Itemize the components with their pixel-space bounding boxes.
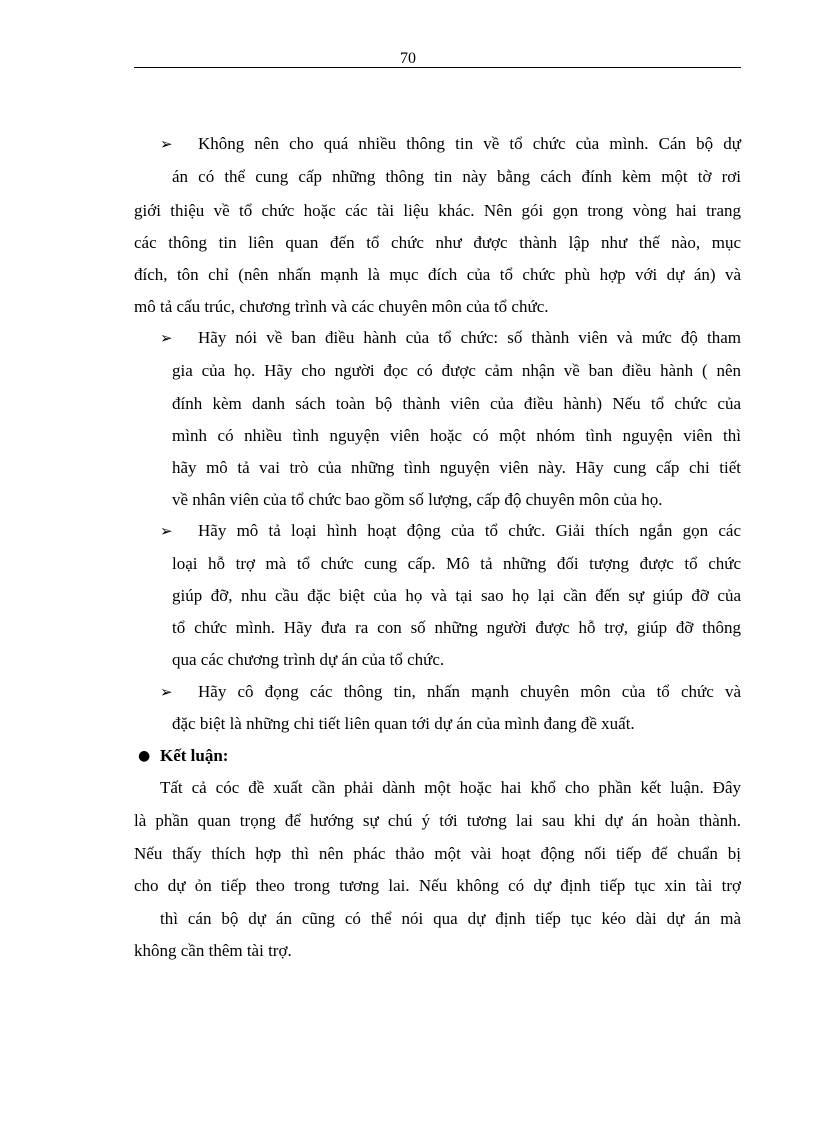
text-line: mình có nhiều tình nguyện viên hoặc có một nhóm tình nguyện viên thì xyxy=(172,426,741,445)
arrow-bullet-icon: ➢ xyxy=(160,522,173,540)
text-line: Nếu thấy thích hợp thì nên phác thảo một vài hoạt động nối tiếp để chuẩn bị xyxy=(134,844,741,863)
page-number: 70 xyxy=(400,50,416,67)
text-line: mô tả cấu trúc, chương trình và các chuyên môn của tổ chức. xyxy=(134,297,549,316)
text-line: về nhân viên của tổ chức bao gồm số lượng, cấp độ chuyên môn của họ. xyxy=(172,490,663,509)
text-line: đính kèm danh sách toàn bộ thành viên của điều hành) Nếu tổ chức của xyxy=(172,394,741,413)
text-line: giới thiệu về tổ chức hoặc các tài liệu khác. Nên gói gọn trong vòng hai trang xyxy=(134,201,741,220)
text-line: đặc biệt là những chi tiết liên quan tới dự án của mình đang đề xuất. xyxy=(172,714,635,733)
bullet-icon: ● xyxy=(138,748,151,764)
text-line: án có thể cung cấp những thông tin này bằng cách đính kèm một tờ rơi xyxy=(172,167,741,186)
text-line: là phần quan trọng để hướng sự chú ý tới tương lai sau khi dự án hoàn thành. xyxy=(134,811,741,830)
text-line: Hãy nói về ban điều hành của tổ chức: số thành viên và mức độ tham xyxy=(198,328,741,347)
text-line: tổ chức mình. Hãy đưa ra con số những người được hỗ trợ, giúp đỡ thông xyxy=(172,618,741,637)
text-line: Tất cả cóc đề xuất cần phải dành một hoặc hai khổ cho phần kết luận. Đây xyxy=(160,778,741,797)
arrow-bullet-icon: ➢ xyxy=(160,135,173,153)
text-line: giúp đỡ, nhu cầu đặc biệt của họ và tại sao họ lại cần đến sự giúp đỡ của xyxy=(172,586,741,605)
text-line: Hãy mô tả loại hình hoạt động của tổ chức. Giải thích ngắn gọn các xyxy=(198,521,741,540)
text-line: qua các chương trình dự án của tổ chức. xyxy=(172,650,445,669)
text-line: Không nên cho quá nhiều thông tin về tổ chức của mình. Cán bộ dự xyxy=(198,134,741,153)
text-line: cho dự ỏn tiếp theo trong tương lai. Nếu không có dự định tiếp tục xin tài trợ xyxy=(134,876,741,895)
header-rule xyxy=(134,67,741,68)
text-line: loại hỗ trợ mà tổ chức cung cấp. Mô tả những đối tượng được tổ chức xyxy=(172,554,741,573)
section-heading: Kết luận: xyxy=(160,746,229,765)
arrow-bullet-icon: ➢ xyxy=(160,683,173,701)
text-line: gia của họ. Hãy cho người đọc có được cảm nhận về ban điều hành ( nên xyxy=(172,361,741,380)
text-line: đích, tôn chỉ (nên nhấn mạnh là mục đích của tổ chức phù hợp với dự án) và xyxy=(134,265,741,284)
text-line: không cần thêm tài trợ. xyxy=(134,941,292,960)
text-line: các thông tin liên quan đến tổ chức như được thành lập như thế nào, mục xyxy=(134,233,741,252)
text-line: thì cán bộ dự án cũng có thể nói qua dự định tiếp tục kéo dài dự án mà xyxy=(160,909,741,928)
text-line: hãy mô tả vai trò của những tình nguyện viên này. Hãy cung cấp chi tiết xyxy=(172,458,741,477)
text-line: Hãy cô đọng các thông tin, nhấn mạnh chuyên môn của tổ chức và xyxy=(198,682,741,701)
arrow-bullet-icon: ➢ xyxy=(160,329,173,347)
